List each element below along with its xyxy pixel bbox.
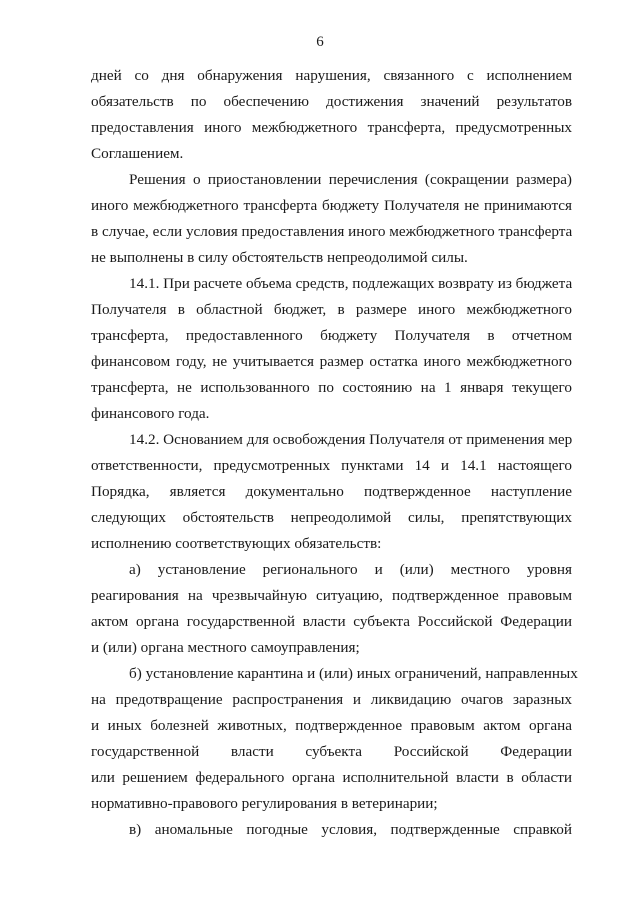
text-line: на предотвращение распространения и ликвидацию очагов заразных: [91, 691, 572, 708]
text-line: 14.2. Основанием для освобождения Получателя от применения мер: [129, 431, 573, 448]
text-line: и иных болезней животных, подтвержденное правовым актом органа: [91, 717, 572, 734]
text-line: Порядка, является документально подтвержденное наступление: [91, 483, 572, 500]
text-line: исполнению соответствующих обязательств:: [91, 535, 382, 552]
text-line: ответственности, предусмотренных пунктами 14 и 14.1 настоящего: [91, 457, 572, 474]
text-line: нормативно-правового регулирования в ветеринарии;: [91, 795, 438, 812]
text-line: финансового года.: [91, 405, 210, 422]
text-line: государственной власти субъекта Российской Федерации: [91, 743, 572, 760]
text-line: обязательств по обеспечению достижения значений результатов: [91, 93, 572, 110]
text-line: в случае, если условия предоставления иного межбюджетного трансферта: [91, 223, 573, 240]
text-line: 14.1. При расчете объема средств, подлежащих возврату из бюджета: [129, 275, 573, 292]
text-line: в) аномальные погодные условия, подтвержденные справкой: [129, 821, 572, 838]
text-line: следующих обстоятельств непреодолимой силы, препятствующих: [91, 509, 572, 526]
text-line: реагирования на чрезвычайную ситуацию, подтвержденное правовым: [91, 587, 572, 604]
text-line: не выполнены в силу обстоятельств непреодолимой силы.: [91, 249, 468, 266]
text-line: предоставления иного межбюджетного трансферта, предусмотренных: [91, 119, 572, 136]
text-line: трансферта, предоставленного бюджету Получателя в отчетном: [91, 327, 572, 344]
text-line: Получателя в областной бюджет, в размере иного межбюджетного: [91, 301, 572, 318]
text-line: Решения о приостановлении перечисления (сокращении размера): [129, 171, 572, 188]
page-number: 6: [316, 34, 324, 50]
text-line: б) установление карантина и (или) иных ограничений, направленных: [129, 665, 578, 682]
text-line: финансовом году, не учитывается размер остатка иного межбюджетного: [91, 353, 572, 370]
text-line: или решением федерального органа исполнительной власти в области: [91, 769, 572, 786]
text-line: и (или) органа местного самоуправления;: [91, 639, 360, 656]
text-line: дней со дня обнаружения нарушения, связанного с исполнением: [91, 67, 572, 84]
text-line: иного межбюджетного трансферта бюджету Получателя не принимаются: [91, 197, 572, 214]
text-line: актом органа государственной власти субъекта Российской Федерации: [91, 613, 572, 630]
text-line: а) установление регионального и (или) местного уровня: [129, 561, 572, 578]
text-line: Соглашением.: [91, 145, 184, 162]
text-line: трансферта, не использованного по состоянию на 1 января текущего: [91, 379, 572, 396]
